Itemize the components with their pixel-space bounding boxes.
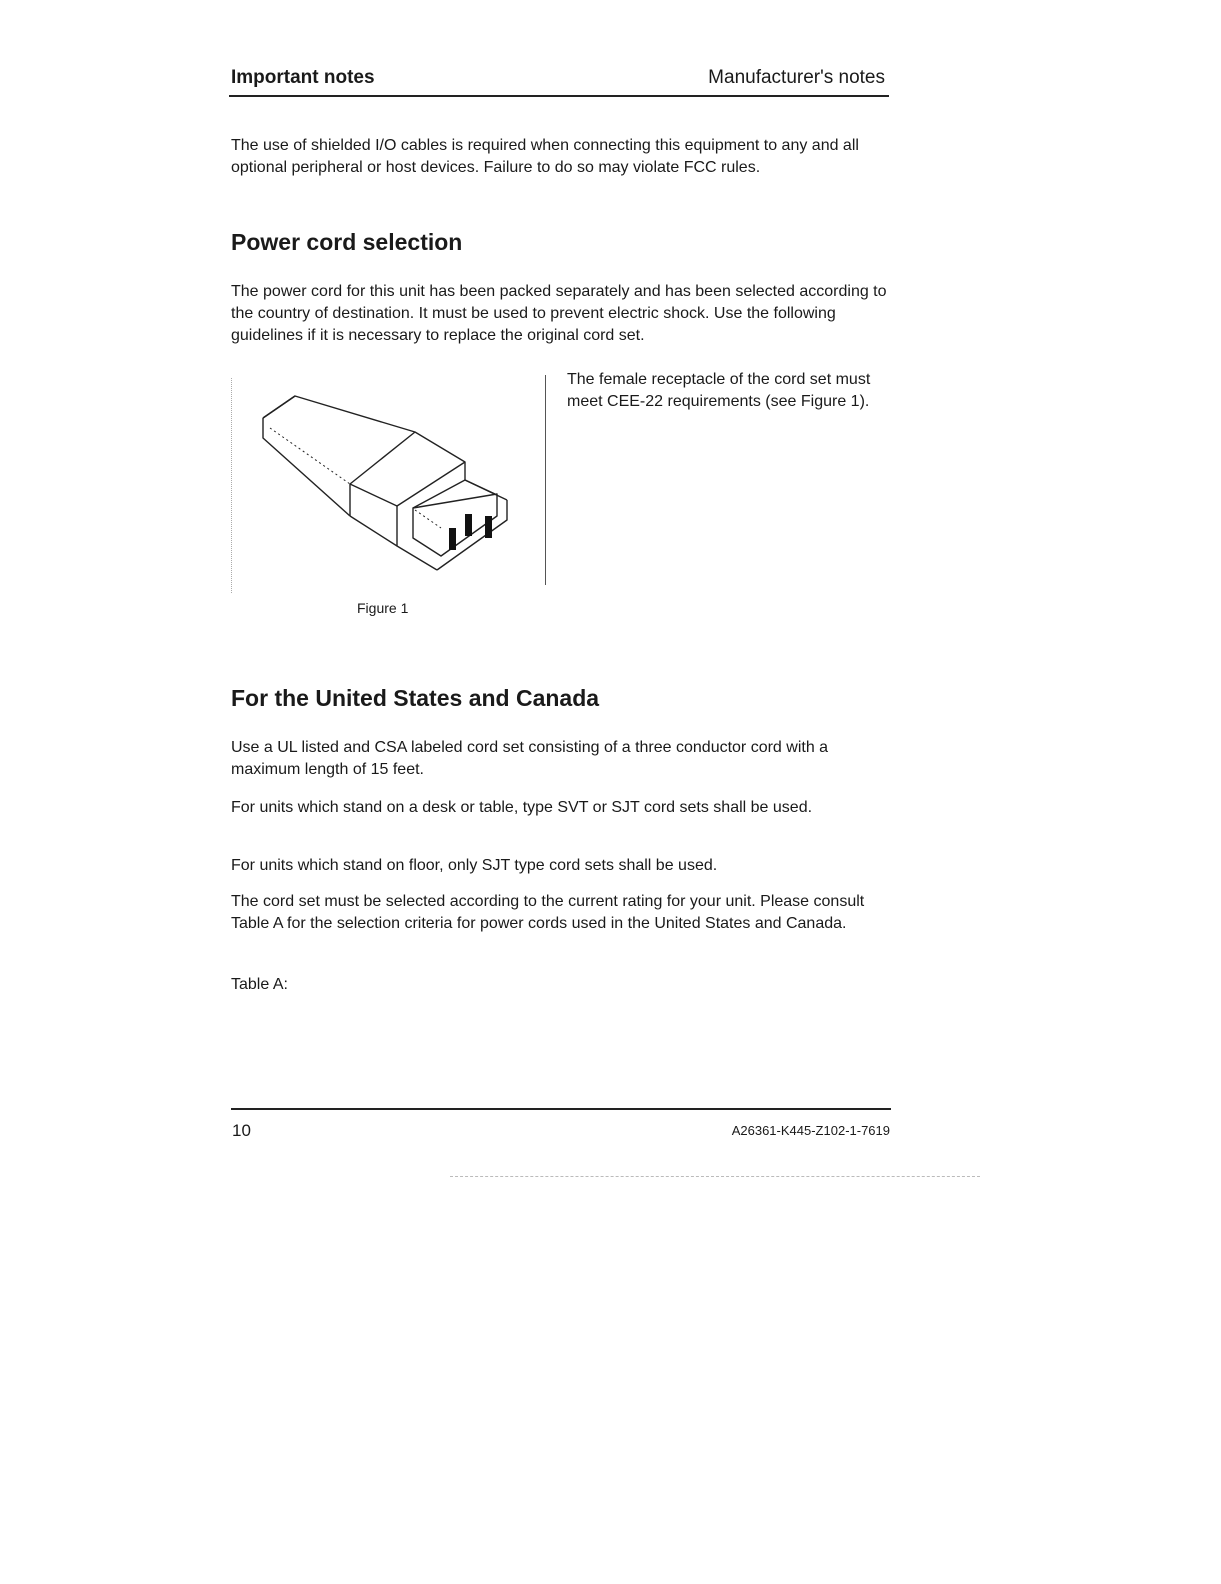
us-canada-paragraph-1: Use a UL listed and CSA labeled cord set consisting of a three conductor cord with a maximum length of 15 feet. — [231, 739, 829, 778]
header-section-title: Important notes — [231, 67, 375, 88]
figure-description: The female receptacle of the cord set must meet CEE-22 requirements (see Figure 1). — [567, 371, 871, 410]
header-rule — [229, 95, 889, 97]
document-code: A26361-K445-Z102-1-7619 — [731, 1123, 890, 1138]
figure-frame-edge — [231, 378, 232, 593]
section-heading-us-canada: For the United States and Canada — [231, 685, 600, 711]
page-number: 10 — [232, 1121, 251, 1140]
power-cord-paragraph: The power cord for this unit has been packed separately and has been selected according to the country of destination. It must be used to prevent electric shock. Use the following guidelines if it is necessary to replace the original cord set. — [231, 283, 887, 344]
scan-artifact-line — [450, 1176, 980, 1177]
receptacle-illustration — [255, 388, 520, 578]
footer-rule — [231, 1108, 891, 1110]
section-heading-power-cord: Power cord selection — [231, 229, 463, 255]
us-canada-paragraph-2: For units which stand on a desk or table, type SVT or SJT cord sets shall be used. — [231, 799, 813, 816]
intro-paragraph: The use of shielded I/O cables is required when connecting this equipment to any and all optional peripheral or host devices. Failure to do so may violate FCC rules. — [231, 137, 859, 176]
table-a-label: Table A: — [231, 976, 288, 993]
figure-divider — [545, 375, 546, 585]
us-canada-paragraph-3: For units which stand on floor, only SJT type cord sets shall be used. — [231, 857, 718, 874]
header-chapter-title: Manufacturer's notes — [708, 67, 885, 88]
us-canada-paragraph-4: The cord set must be selected according to the current rating for your unit. Please consult Table A for the selection criteria for power cords used in the United States and Canada. — [231, 893, 865, 932]
figure-caption: Figure 1 — [357, 600, 409, 616]
